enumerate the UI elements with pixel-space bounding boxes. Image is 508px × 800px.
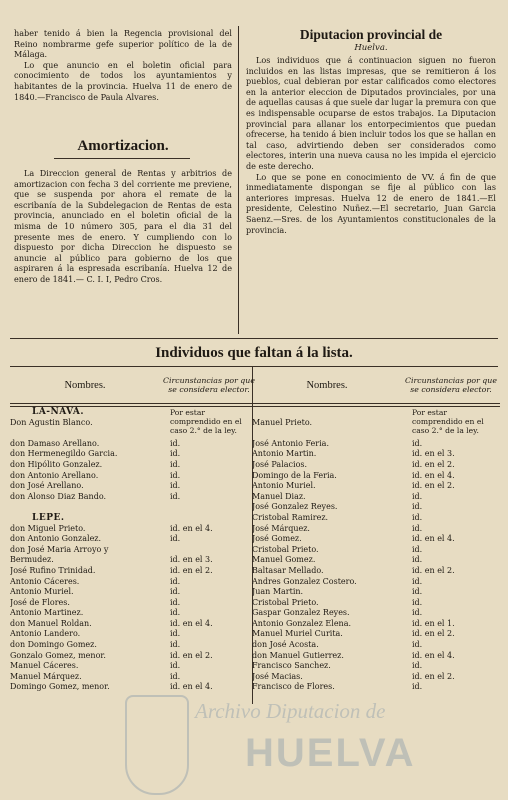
elector-name: Manuel Muriel Curita. [252, 629, 343, 639]
elector-name: Gaspar Gonzalez Reyes. [252, 608, 350, 618]
table-row [10, 492, 258, 503]
elector-circumstance: id. [170, 534, 181, 544]
right-table-header [252, 367, 500, 404]
elector-name: don Antonio Arellano. [10, 470, 99, 480]
elector-circumstance [170, 502, 258, 513]
elector-circumstance: id. [412, 587, 423, 597]
table-top-rule [252, 366, 498, 367]
table-row [10, 629, 258, 640]
table-row [10, 619, 258, 630]
elector-circumstance: id. en el 4. [170, 618, 213, 628]
elector-name: don Domingo Gomez. [10, 640, 97, 650]
elector-circumstance: id. en el 3. [170, 555, 213, 565]
elector-name: don Antonio Gonzalez. [10, 534, 102, 544]
elector-circumstance: id. [412, 555, 423, 565]
table-row [10, 502, 258, 513]
elector-circumstance [170, 545, 258, 556]
table-row [252, 513, 500, 524]
elector-circumstance: id. en el 4. [412, 470, 455, 480]
elector-name: José Rufino Trinidad. [10, 565, 96, 575]
table-row [252, 481, 500, 492]
elector-name: José Márquez. [252, 523, 310, 533]
table-row [252, 524, 500, 535]
elector-circumstance: id. [412, 438, 423, 448]
elector-name: José Gomez. [252, 534, 302, 544]
elector-circumstance: id. en el 2. [412, 481, 455, 491]
elector-circumstance: id. [170, 491, 181, 501]
names-header: Nombres. [306, 379, 348, 391]
elector-name: José Macias. [252, 671, 303, 681]
section-divider [10, 338, 498, 339]
table-row [10, 534, 258, 545]
elector-circumstance: id. [412, 544, 423, 554]
elector-name: don José Acosta. [252, 640, 319, 650]
table-top-rule [10, 366, 258, 367]
elector-circumstance: id. [412, 576, 423, 586]
elector-name [10, 502, 170, 513]
table-row [252, 651, 500, 662]
left-column [14, 28, 232, 102]
table-row [10, 672, 258, 683]
elector-circumstance: id. [412, 608, 423, 618]
table-row [10, 577, 258, 588]
elector-name: don Miguel Prieto. [10, 523, 86, 533]
table-row [252, 566, 500, 577]
place-heading: LA-NAVA. [32, 407, 85, 417]
elector-name: Cristobal Prieto. [252, 544, 319, 554]
table-row [10, 587, 258, 598]
elector-name: don Damaso Arellano. [10, 438, 100, 448]
elector-name: Manuel Prieto. [252, 417, 313, 427]
right-table [252, 366, 500, 693]
elector-name: Antonio Martin. [252, 449, 317, 459]
elector-circumstance: id. [412, 640, 423, 650]
diputacion-paragraph-2: Lo que se pone en conocimiento de VV. á fin de que inmediatamente dispongan se fije al público con las anteriores impresas. Huelva 12 de enero de 1841.—El presidente, Celestino Nuñez.—El secretario, Juan Garcia Saenz.—Sres. de los Ayuntamientos constitucionales de la provincia. [246, 171, 496, 235]
elector-name: don José Maria Arroyo y [10, 544, 109, 554]
elector-circumstance: id. [412, 661, 423, 671]
watermark-line-2: HUELVA [245, 731, 416, 775]
left-paragraph-1: haber tenido á bien la Regencia provisional del Reino nombrarme gefe superior político de la de Málaga. [14, 28, 232, 60]
elector-circumstance: id. [170, 587, 181, 597]
table-row [10, 545, 258, 556]
bracket-note: Por estar comprendido en el caso 2.° de la ley. [412, 407, 484, 435]
table-row [10, 566, 258, 577]
elector-name: José Antonio Feria. [252, 438, 329, 448]
elector-circumstance: id. [170, 470, 181, 480]
table-row [252, 629, 500, 640]
elector-circumstance: id. [170, 597, 181, 607]
table-row [10, 555, 258, 566]
table-row [252, 407, 500, 435]
elector-name: don Hermenegildo Garcia. [10, 449, 118, 459]
table-row [10, 471, 258, 482]
elector-name [10, 428, 170, 439]
table-row [252, 608, 500, 619]
table-row [252, 439, 500, 450]
table-row [252, 682, 500, 693]
elector-circumstance: id. [412, 512, 423, 522]
diputacion-section [246, 28, 496, 235]
elector-circumstance: id. [170, 459, 181, 469]
amortizacion-text: La Direccion general de Rentas y arbitrios de amortizacion con fecha 3 del corriente me previene, que se suspenda por ahora el remate de la escribanía de la Subdelegacion de Rentas de esta provincia, anunciado en el boletin oficial de la misma de 10 número 305, para el dia 31 del presente mes de enero. Y cumpliendo con lo dispuesto por dicha Direccion he dispuesto se anuncie al público para gobierno de los que aspiraren á la espresada escribanía. Huelva 12 de enero de 1841.— C. I. I, Pedro Cros. [14, 168, 232, 284]
names-header: Nombres. [64, 379, 106, 391]
elector-circumstance: id. [412, 597, 423, 607]
table-row [252, 492, 500, 503]
diputacion-paragraph-1: Los individuos que á continuacion siguen no fueron incluidos en las listas impresas, que se remitieron á los pueblos, cual debieran por estar calificados como electores en la anterior eleccion de Diputados provinciales, por una de aquellas causas á que suele dar lugar la premura con que es indispensable ocuparse de estos trabajos. La Diputacion provincial para allanar los entorpecimientos que puedan ofrecerse, ha tenido á bien incluir todos los que se hallan en tal caso, advirtiendo deben ser considerados como electores, interin una nueva causa no les impida el ejercicio de este derecho. [246, 55, 496, 171]
table-row [252, 587, 500, 598]
diputacion-title: Diputacion provincial de [299, 27, 443, 42]
elector-name: don Manuel Roldan. [10, 618, 92, 628]
elector-circumstance: id. en el 4. [412, 534, 455, 544]
table-row [10, 524, 258, 535]
table-row [252, 534, 500, 545]
place-heading: LEPE. [32, 512, 65, 523]
shield-icon [125, 695, 189, 795]
elector-name: Antonio Landero. [10, 629, 81, 639]
elector-name: Antonio Cáceres. [10, 576, 80, 586]
elector-name: Manuel Diaz. [252, 491, 306, 501]
elector-name: Baltasar Mellado. [252, 565, 324, 575]
elector-circumstance: id. en el 2. [412, 671, 455, 681]
elector-name: Antonio Martinez. [10, 608, 84, 618]
elector-circumstance: id. en el 2. [412, 459, 455, 469]
elector-circumstance: id. [170, 661, 181, 671]
elector-name: don Manuel Gutierrez. [252, 650, 344, 660]
table-row [10, 661, 258, 672]
elector-circumstance: id. [170, 438, 181, 448]
table-row [10, 449, 258, 460]
elector-circumstance: id. en el 4. [170, 682, 213, 692]
table-row [10, 439, 258, 450]
elector-name: Juan Martin. [252, 587, 304, 597]
column-divider [238, 26, 239, 334]
table-row [252, 619, 500, 630]
left-paragraph-2: Lo que anuncio en el boletin oficial para conocimiento de todos los ayuntamientos y habitantes de la provincia. Huelva 11 de enero de 1840.—Francisco de Paula Alvares. [14, 59, 232, 102]
table-row [10, 598, 258, 609]
elector-circumstance: id. en el 3. [412, 449, 455, 459]
table-row [252, 661, 500, 672]
elector-name: Francisco de Flores. [252, 682, 335, 692]
elector-name [252, 428, 412, 439]
amortizacion-section [14, 168, 232, 285]
table-row [252, 598, 500, 609]
table-row [252, 502, 500, 513]
elector-name: Antonio Muriel. [10, 587, 74, 597]
left-table-rows [10, 407, 258, 693]
elector-name: Manuel Márquez. [10, 671, 82, 681]
circumstances-header: Circunstancias por que se considera elector. [163, 376, 255, 394]
elector-circumstance: id. [170, 640, 181, 650]
elector-name: Domingo Gomez, menor. [10, 682, 110, 692]
elector-name: Cristobal Ramirez. [252, 512, 329, 522]
table-row [252, 555, 500, 566]
table-row [10, 481, 258, 492]
elector-circumstance: id. [170, 576, 181, 586]
elector-circumstance: id. en el 2. [412, 629, 455, 639]
elector-circumstance: id. en el 2. [412, 565, 455, 575]
table-row [10, 460, 258, 471]
elector-circumstance: id. [412, 491, 423, 501]
elector-circumstance: id. [170, 481, 181, 491]
table-row [252, 460, 500, 471]
left-table [10, 366, 258, 693]
elector-circumstance: id. en el 2. [170, 565, 213, 575]
table-row [10, 651, 258, 662]
elector-name: José Gonzalez Reyes. [252, 502, 338, 512]
table-row [252, 471, 500, 482]
amortizacion-rule [54, 158, 190, 159]
amortizacion-title: Amortizacion. [77, 138, 169, 154]
elector-circumstance: id. [412, 523, 423, 533]
table-row [252, 449, 500, 460]
table-row [252, 577, 500, 588]
elector-circumstance: id. en el 4. [412, 650, 455, 660]
bracket-note: Por estar comprendido en el caso 2.° de la ley. [170, 407, 242, 435]
right-table-rows [252, 407, 500, 693]
elector-name: don José Arellano. [10, 481, 84, 491]
elector-name: Antonio Gonzalez Elena. [252, 618, 352, 628]
elector-circumstance: id. [170, 449, 181, 459]
table-row [252, 672, 500, 683]
elector-circumstance: id. [170, 629, 181, 639]
elector-name: Manuel Cáceres. [10, 661, 79, 671]
elector-name: Domingo de la Feria. [252, 470, 337, 480]
elector-name: José de Flores. [10, 597, 70, 607]
elector-name: Bermudez. [10, 555, 54, 565]
elector-circumstance: id. en el 4. [170, 523, 213, 533]
elector-circumstance: id. en el 1. [412, 618, 455, 628]
left-table-header [10, 367, 258, 404]
elector-circumstance: id. [412, 502, 423, 512]
table-row [10, 682, 258, 693]
elector-circumstance [178, 513, 258, 524]
elector-circumstance: id. en el 2. [170, 650, 213, 660]
watermark-line-1: Archivo Diputacion de [195, 699, 386, 723]
table-row [252, 545, 500, 556]
elector-name: Don Agustin Blanco. [10, 417, 93, 427]
elector-circumstance: id. [170, 608, 181, 618]
table-row [10, 513, 258, 524]
elector-name: don Alonso Diaz Bando. [10, 491, 107, 501]
archive-watermark [125, 695, 505, 795]
table-row [252, 640, 500, 651]
elector-name: Cristobal Prieto. [252, 597, 319, 607]
diputacion-subtitle: Huelva. [354, 43, 388, 53]
elector-name: Francisco Sanchez. [252, 661, 331, 671]
elector-name [252, 407, 412, 418]
elector-circumstance: id. [170, 671, 181, 681]
circumstances-header: Circunstancias por que se considera elector. [405, 376, 497, 394]
table-row [10, 640, 258, 651]
elector-name: Andres Gonzalez Costero. [252, 576, 357, 586]
elector-name: Gonzalo Gomez, menor. [10, 650, 106, 660]
elector-name: Antonio Muriel. [252, 481, 316, 491]
elector-circumstance: id. [412, 682, 423, 692]
elector-name: don Hipólito Gonzalez. [10, 459, 103, 469]
elector-name: José Palacios. [252, 459, 308, 469]
table-row [10, 608, 258, 619]
list-title: Individuos que faltan á la lista. [155, 345, 353, 361]
elector-name: Manuel Gomez. [252, 555, 316, 565]
